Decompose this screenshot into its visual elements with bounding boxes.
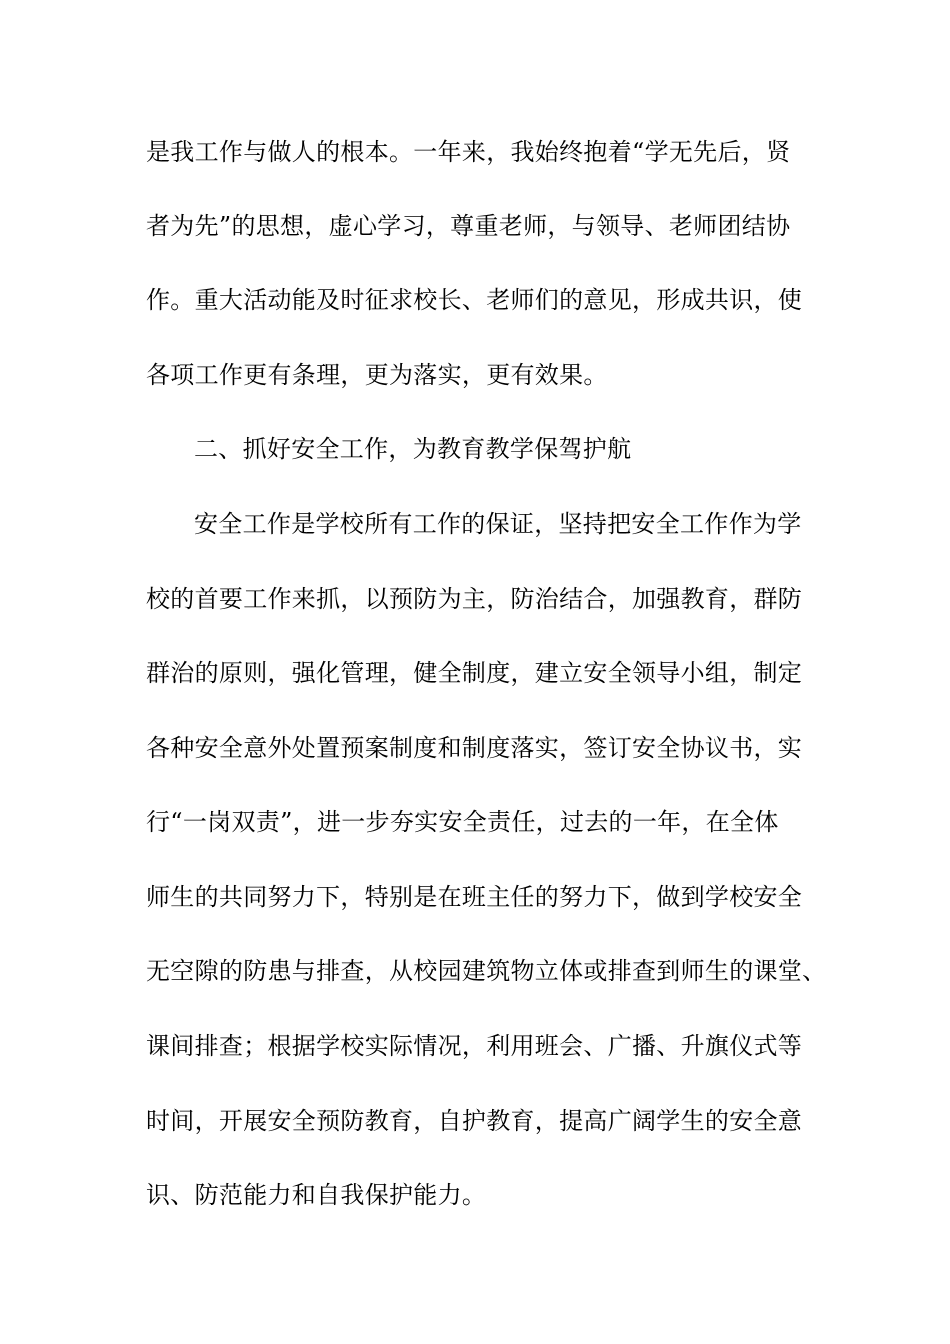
paragraph-line: 时间，开展安全预防教育，自护教育，提高广阔学生的安全意 <box>146 1107 803 1135</box>
paragraph-line: 各项工作更有条理，更为落实，更有效果。 <box>146 361 608 389</box>
paragraph-line: 行“一岗双责”，进一步夯实安全责任，过去的一年，在全体 <box>146 808 779 836</box>
paragraph-line: 各种安全意外处置预案制度和制度落实，签订安全协议书，实 <box>146 734 803 762</box>
paragraph-line: 是我工作与做人的根本。一年来，我始终抱着“学无先后，贤 <box>146 138 791 166</box>
paragraph-line: 师生的共同努力下，特别是在班主任的努力下，做到学校安全 <box>146 883 803 911</box>
paragraph-line: 无空隙的防患与排查，从校园建筑物立体或排查到师生的课堂、 <box>146 957 827 985</box>
paragraph-line: 识、防范能力和自我保护能力。 <box>146 1181 487 1209</box>
paragraph-line: 群治的原则，强化管理，健全制度，建立安全领导小组，制定 <box>146 659 803 687</box>
section-heading: 二、抓好安全工作，为教育教学保驾护航 <box>194 435 632 463</box>
paragraph-line: 校的首要工作来抓，以预防为主，防治结合，加强教育，群防 <box>146 585 803 613</box>
paragraph-line: 课间排查；根据学校实际情况，利用班会、广播、升旗仪式等 <box>146 1032 803 1060</box>
paragraph-line: 者为先”的思想，虚心学习，尊重老师，与领导、老师团结协 <box>146 212 791 240</box>
paragraph-line: 安全工作是学校所有工作的保证，坚持把安全工作作为学 <box>194 510 802 538</box>
paragraph-line: 作。重大活动能及时征求校长、老师们的意见，形成共识，使 <box>146 286 803 314</box>
